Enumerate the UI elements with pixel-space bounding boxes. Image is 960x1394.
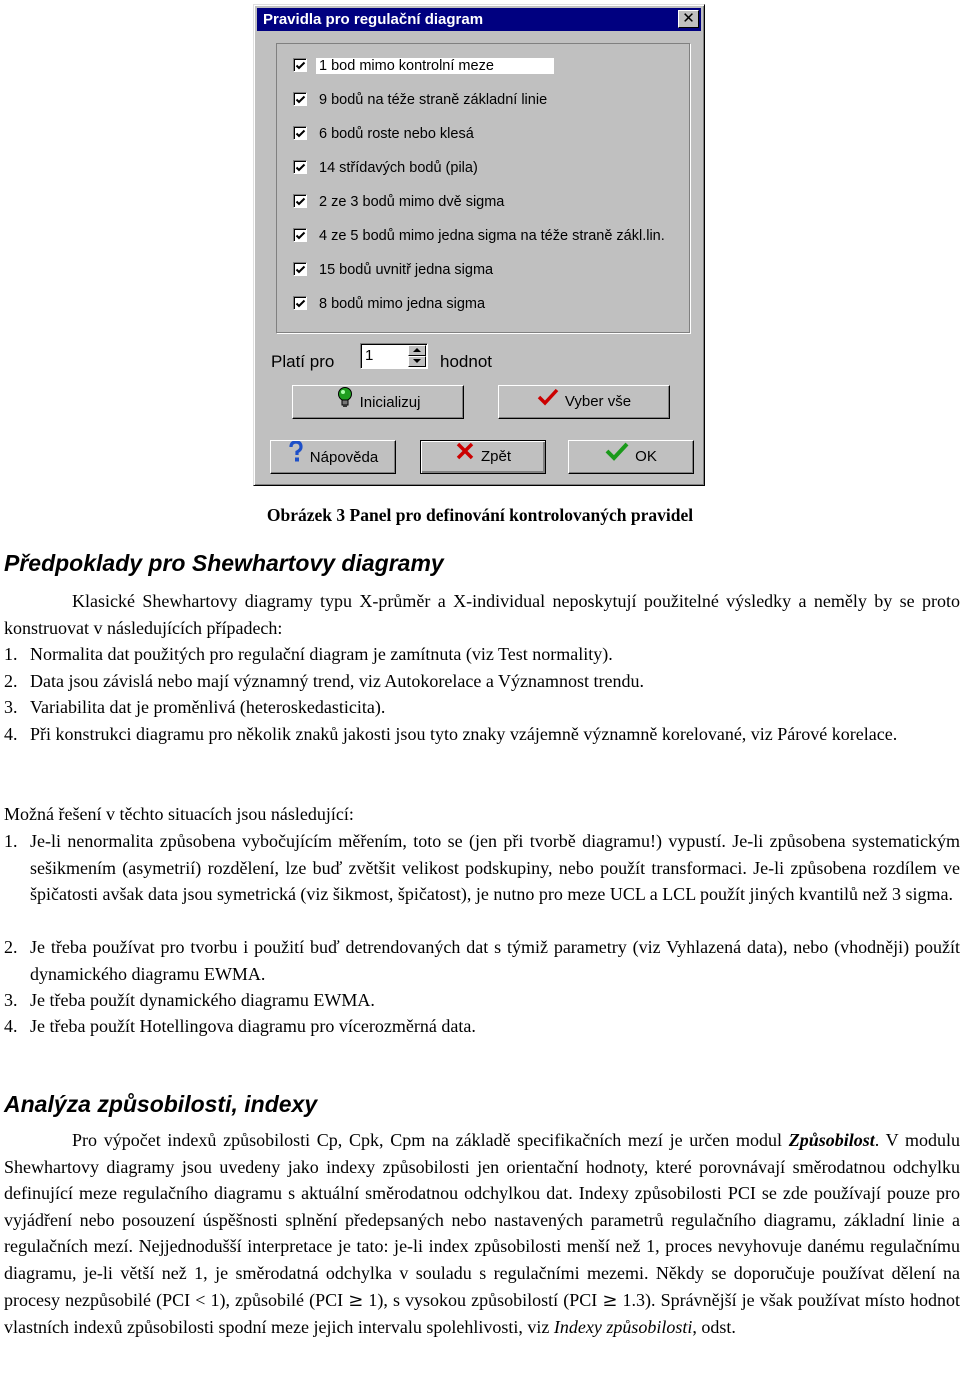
vyber-vse-button[interactable] [498, 385, 670, 419]
spinner-value[interactable]: 1 [365, 347, 374, 364]
solution-item-2 [4, 934, 960, 987]
spin-down-button[interactable] [408, 356, 426, 367]
value-count-spinner[interactable] [360, 343, 428, 369]
paragraph-text: 1.3). Správnější je však používat místo hodnot vlastních indexů způsobilosti spodní meze jejich intervalu spolehlivosti, viz [4, 1289, 960, 1338]
checkbox-checked-icon[interactable] [293, 228, 307, 242]
ok-button[interactable] [568, 440, 694, 474]
checkbox-checked-icon[interactable] [293, 296, 307, 310]
list-number: 3. [4, 697, 18, 717]
checkbox-checked-icon[interactable] [293, 262, 307, 276]
section-heading-capability: Analýza způsobilosti, indexy [4, 1091, 318, 1117]
zpet-label: Zpět [480, 448, 511, 465]
rule-label: 2 ze 3 bodů mimo dvě sigma [319, 194, 505, 210]
vyber-vse-label: Vyber vše [564, 393, 632, 410]
dialog-titlebar[interactable] [257, 8, 701, 31]
list-text: Je třeba používat pro tvorbu i použití buď detrendovaných dat s týmiž parametry (viz Vyhlazená data), nebo (vhodněji) použít dynamického diagramu EWMA. [30, 937, 960, 984]
intro-paragraph: Klasické Shewhartovy diagramy typu X-průměr a X-individual neposkytují použitelné výsledky a neměly by se proto konstruovat v následujících případech: [4, 591, 960, 638]
checkbox-checked-icon[interactable] [293, 194, 307, 208]
list-text: Normalita dat použitých pro regulační diagram je zamítnuta (viz Test normality). [30, 644, 613, 664]
checkbox-checked-icon[interactable] [293, 126, 307, 140]
close-button[interactable] [678, 10, 699, 28]
rule-checkbox-8[interactable] [293, 294, 488, 314]
solution-item-4 [4, 1013, 960, 1040]
rule-checkbox-1[interactable] [293, 56, 554, 76]
rule-checkbox-3[interactable] [293, 124, 477, 144]
checkbox-checked-icon[interactable] [293, 160, 307, 174]
rule-checkbox-5[interactable] [293, 192, 507, 212]
question-icon [288, 441, 304, 475]
solution-item-1 [4, 828, 960, 908]
list-number: 3. [4, 990, 18, 1010]
checkbox-checked-icon[interactable] [293, 58, 307, 72]
case-item-2 [4, 668, 960, 695]
close-icon: ✕ [682, 10, 695, 27]
solutions-intro: Možná řešení v těchto situacích jsou následující: [4, 804, 354, 824]
rule-label: 8 bodů mimo jedna sigma [319, 296, 486, 312]
zpet-button[interactable] [420, 440, 546, 474]
list-number: 4. [4, 1016, 18, 1036]
paragraph-text: Pro výpočet indexů způsobilosti Cp, Cpk, Cpm na základě specifikačních mezí je určen modul [72, 1130, 789, 1150]
inicializuj-button[interactable] [292, 385, 464, 419]
greater-equal-symbol: ≥ [348, 1289, 364, 1311]
rule-checkbox-6[interactable] [293, 226, 668, 246]
rule-label: 6 bodů roste nebo klesá [319, 126, 474, 142]
rule-label: 14 střídavých bodů (pila) [319, 160, 478, 176]
list-number: 4. [4, 724, 18, 744]
module-name: Způsobilost [788, 1130, 875, 1150]
napoveda-button[interactable] [270, 440, 396, 474]
list-text: Je-li nenormalita způsobena vybočujícím měřením, toto se (jen při tvorbě diagramu!) vypustí. Je-li způsobena systematickým sešikmením (asymetrií) rozdělení, lze buď zvětšit velikost podskupiny, nebo použít transformaci. Je-li způsobena rozdílem ve špičatosti avšak data jsou symetrická (viz šikmost, špičatost), je nutno pro meze UCL a LCL použít jiných kvantilů než 3 sigma. [30, 831, 960, 905]
rule-checkbox-4[interactable] [293, 158, 481, 178]
list-number: 1. [4, 831, 18, 851]
paragraph-text: . V modulu Shewhartovy diagramy jsou uvedeny jako indexy způsobilosti jen orientační hodnoty, které porovnávají směrodatnou odchylku definující meze regulačního diagramu s aktuální směrodatnou odchylkou dat. Indexy způsobilosti PCI se zde používají pouze pro vyjádření nebo posouzení úspěšnosti splnění předepsaných nebo nastavených parametrů regulačního diagramu, základní linie a regulačních mezí. Nejjednodušší interpretace je tato: je-li index způsobilosti menší než 1, proces nevyhovuje danému regulačnímu diagramu, je-li větší než 1, je směrodatná odchylka v souladu s regulačními mezemi. Někdy se doporučuje používat dělení na procesy nezpůsobilé (PCI < 1), způsobilé (PCI [4, 1130, 960, 1310]
greater-equal-symbol: ≥ [602, 1289, 618, 1311]
lightbulb-icon [336, 386, 354, 420]
ok-label: OK [635, 448, 657, 465]
figure-caption: Obrázek 3 Panel pro definování kontrolovaných pravidel [266, 505, 694, 525]
case-item-1 [4, 641, 960, 668]
spin-up-button[interactable] [408, 345, 426, 356]
checkbox-checked-icon[interactable] [293, 92, 307, 106]
plati-pro-label: Platí pro [271, 352, 335, 371]
solution-item-3 [4, 987, 960, 1014]
rule-label: 9 bodů na téže straně základní linie [319, 92, 548, 108]
rules-group [276, 43, 690, 333]
list-text: Je třeba použít dynamického diagramu EWMA. [30, 990, 375, 1010]
paragraph-text: , odst. [692, 1317, 736, 1338]
list-number: 2. [4, 937, 18, 957]
case-item-4 [4, 721, 960, 748]
rule-label: 1 bod mimo kontrolní meze [316, 58, 554, 74]
section-heading-assumptions: Předpoklady pro Shewhartovy diagramy [4, 550, 444, 576]
reference-link[interactable]: Indexy způsobilosti [553, 1317, 693, 1338]
list-text: Je třeba použít Hotellingova diagramu pro vícerozměrná data. [30, 1016, 476, 1036]
list-number: 2. [4, 671, 18, 691]
napoveda-label: Nápověda [309, 448, 379, 466]
capability-paragraph [4, 1127, 960, 1341]
list-number: 1. [4, 644, 18, 664]
inicializuj-label: Inicializuj [359, 393, 421, 411]
paragraph-text: 1), s vysokou způsobilostí (PCI [363, 1289, 603, 1310]
checkmark-icon [605, 441, 629, 473]
x-icon [455, 441, 475, 473]
rules-dialog [253, 4, 705, 486]
hodnot-label: hodnot [440, 352, 492, 371]
rule-label: 4 ze 5 bodů mimo jedna sigma na téže straně zákl.lin. [319, 228, 665, 244]
rule-label: 15 bodů uvnitř jedna sigma [319, 262, 494, 278]
rule-checkbox-2[interactable] [293, 90, 550, 110]
list-text: Při konstrukci diagramu pro několik znaků jakosti jsou tyto znaky vzájemně významně korelované, viz Párové korelace. [30, 724, 898, 744]
list-text: Variabilita dat je proměnlivá (heteroskedasticita). [30, 697, 386, 717]
list-text: Data jsou závislá nebo mají významný trend, viz Autokorelace a Významnost trendu. [30, 671, 644, 691]
dialog-title: Pravidla pro regulační diagram [263, 11, 484, 28]
case-item-3 [4, 694, 960, 721]
checkmark-icon [537, 386, 559, 418]
rule-checkbox-7[interactable] [293, 260, 496, 280]
